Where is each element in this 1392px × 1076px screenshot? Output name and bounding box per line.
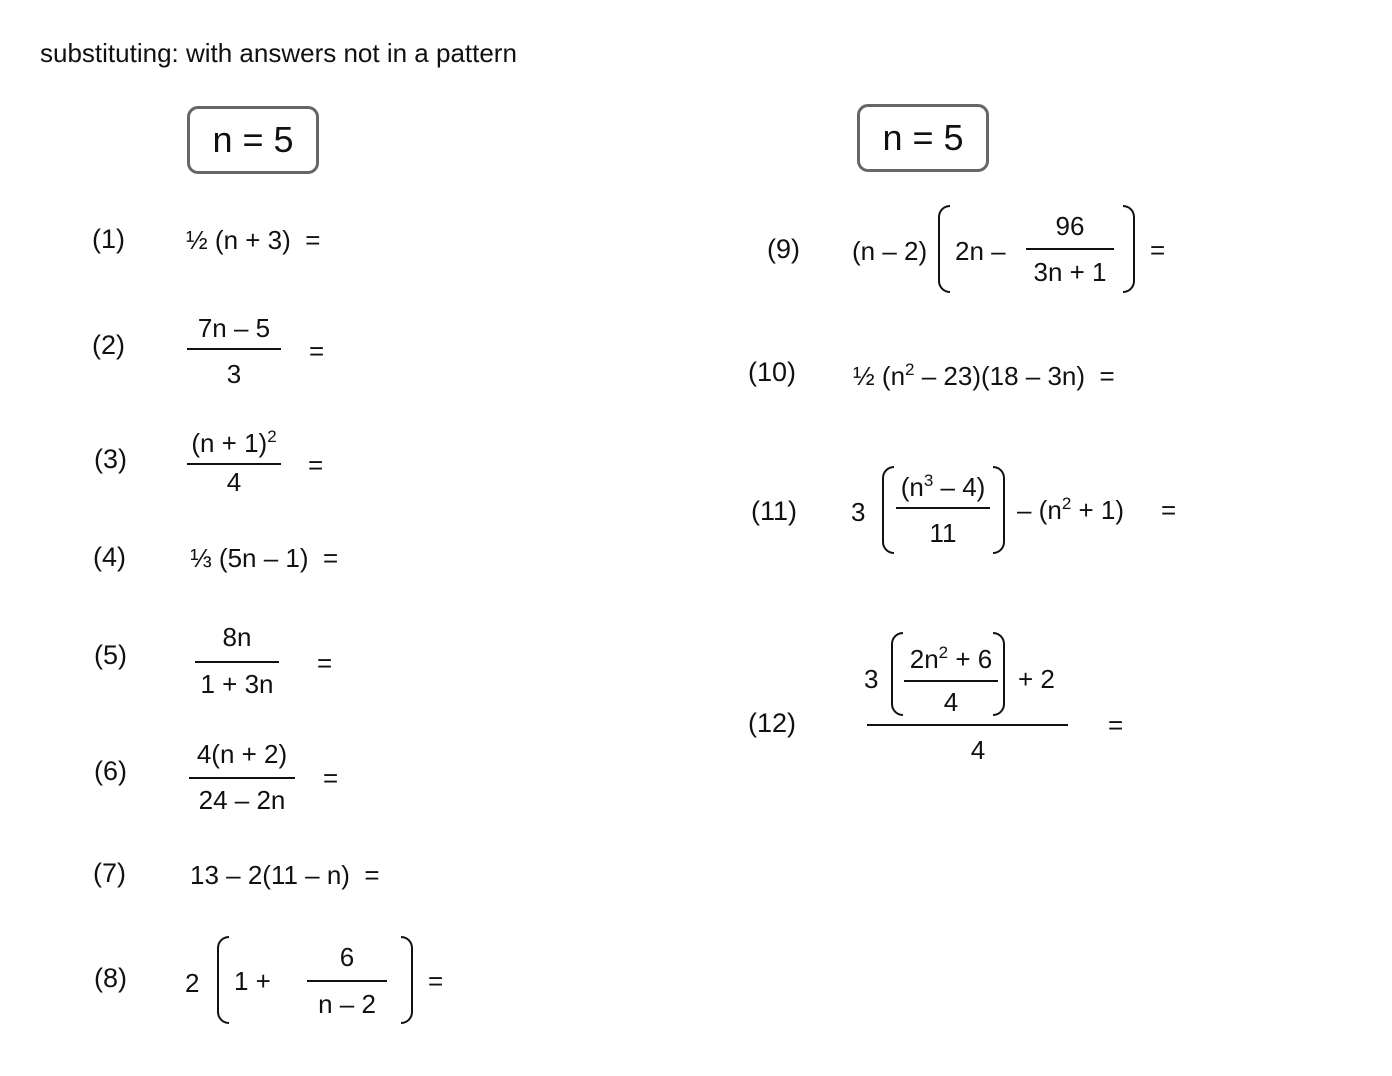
exponent: 2 — [267, 427, 277, 446]
expression-text: ½ (n + 3) — [186, 225, 291, 255]
denominator: 4 — [226, 467, 242, 497]
fraction-bar — [307, 980, 387, 982]
question-label: (6) — [94, 756, 127, 786]
right-parenthesis — [993, 632, 1005, 716]
coefficient: 3 — [851, 497, 866, 527]
inner-denominator: 4 — [943, 687, 959, 717]
worksheet-title: substituting: with answers not in a pattern — [40, 38, 517, 68]
tail-post: + 1) — [1071, 495, 1125, 525]
variable-box-left: n = 5 — [187, 106, 319, 174]
fraction-bar — [187, 348, 281, 350]
variable-box-right: n = 5 — [857, 104, 989, 172]
numerator: 4(n + 2) — [196, 739, 288, 769]
equals-sign: = — [309, 336, 325, 366]
denominator: 4 — [970, 735, 986, 765]
equals-sign: = — [1161, 495, 1177, 525]
numerator — [187, 428, 281, 459]
numerator: 7n – 5 — [197, 313, 271, 343]
question-label: (4) — [93, 542, 126, 572]
numerator — [894, 472, 992, 503]
coefficient: 2 — [185, 968, 200, 998]
numerator-pre: (n — [900, 472, 924, 502]
prefix-term: (n – 2) — [852, 236, 928, 266]
exponent: 2 — [905, 360, 915, 379]
equals-sign: = — [364, 860, 380, 890]
question-1-expression — [186, 225, 320, 256]
question-10-expression — [853, 361, 1115, 392]
question-label: (1) — [92, 224, 125, 254]
fraction-bar — [195, 661, 279, 663]
exponent: 2 — [1061, 494, 1072, 513]
denominator: 11 — [929, 518, 957, 548]
question-label: (11) — [751, 496, 798, 526]
fraction-bar — [189, 777, 295, 779]
left-parenthesis — [882, 466, 894, 554]
fraction-bar — [187, 463, 281, 465]
tail-pre: – (n — [1017, 495, 1062, 525]
question-label: (5) — [94, 640, 127, 670]
numerator-post: – 4) — [933, 472, 986, 502]
numerator: 6 — [339, 942, 355, 972]
left-parenthesis — [217, 936, 229, 1024]
main-fraction-bar — [867, 724, 1068, 726]
equals-sign: = — [1150, 235, 1166, 265]
inner-term: 2n – — [955, 236, 1006, 266]
inner-term: 1 + — [234, 966, 271, 996]
question-label: (12) — [748, 708, 797, 738]
expression-text: ⅓ (5n – 1) — [190, 543, 309, 573]
denominator: n – 2 — [318, 989, 376, 1019]
equals-sign: = — [317, 648, 333, 678]
tail-term — [1017, 495, 1124, 526]
equals-sign: = — [322, 543, 339, 573]
question-7-expression — [190, 860, 380, 891]
denominator: 24 – 2n — [198, 785, 286, 815]
expression-pre: ½ (n — [853, 361, 906, 391]
exponent: 3 — [923, 471, 934, 490]
equals-sign: = — [323, 763, 339, 793]
expression-text: 13 – 2(11 – n) — [190, 860, 350, 890]
equals-sign: = — [1099, 361, 1115, 391]
question-label: (2) — [92, 330, 125, 360]
tail-term: + 2 — [1018, 664, 1055, 694]
denominator: 3n + 1 — [1033, 257, 1107, 287]
expression-post: – 23)(18 – 3n) — [914, 361, 1086, 391]
coefficient: 3 — [864, 664, 879, 694]
equals-sign: = — [1108, 710, 1124, 740]
question-label: (10) — [748, 357, 797, 387]
equals-sign: = — [308, 450, 324, 480]
question-label: (9) — [767, 234, 800, 264]
equals-sign: = — [428, 966, 444, 996]
right-parenthesis — [401, 936, 413, 1024]
fraction-bar — [1026, 248, 1114, 250]
right-parenthesis — [1123, 205, 1135, 293]
equals-sign: = — [305, 225, 321, 255]
question-4-expression — [190, 543, 338, 574]
inner-numerator — [900, 644, 1002, 675]
left-parenthesis — [938, 205, 950, 293]
right-parenthesis — [993, 466, 1005, 554]
question-label: (8) — [94, 963, 127, 993]
question-label: (7) — [93, 858, 126, 888]
numerator: 8n — [222, 622, 252, 652]
exponent: 2 — [938, 643, 949, 662]
denominator: 3 — [226, 359, 242, 389]
numerator-text: (n + 1) — [191, 428, 268, 458]
question-label: (3) — [94, 444, 127, 474]
denominator: 1 + 3n — [200, 669, 274, 699]
fraction-bar — [896, 507, 990, 509]
numerator-pre: 2n — [909, 644, 939, 674]
numerator-post: + 6 — [948, 644, 993, 674]
numerator: 96 — [1055, 211, 1085, 241]
inner-fraction-bar — [904, 680, 998, 682]
